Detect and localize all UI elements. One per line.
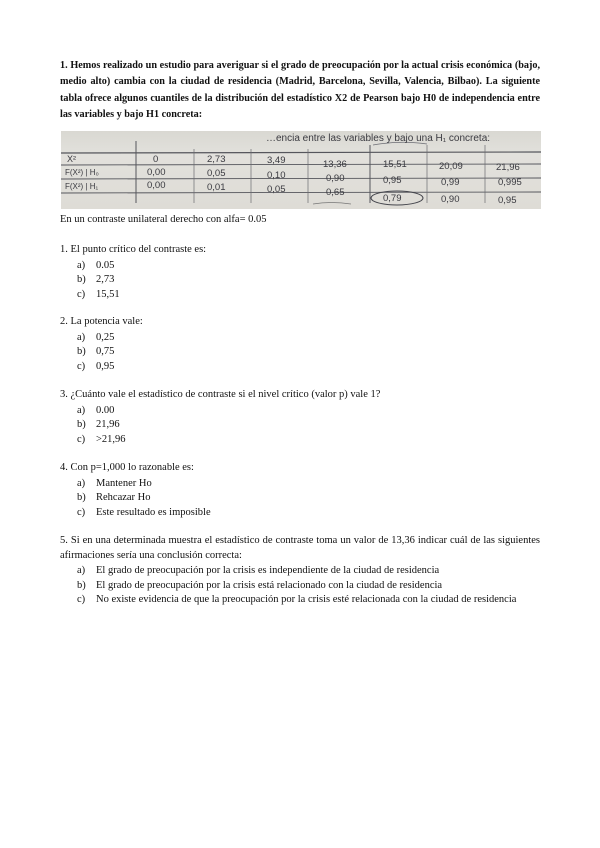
h0-value: 0,05 [207, 168, 226, 179]
option-list [60, 404, 380, 448]
option-text: 0.00 [96, 404, 115, 416]
option-text: El grado de preocupación por la crisis está relacionado con la ciudad de residencia [96, 579, 443, 591]
x-value: 20,09 [439, 161, 463, 172]
h0-value: 0,95 [383, 175, 402, 186]
x-value: 13,36 [323, 159, 347, 170]
option-c[interactable] [60, 360, 143, 375]
row-label-h0: F(X²) | H₀ [65, 168, 99, 177]
question-stem: 2. La potencia vale: [60, 316, 143, 327]
option-c[interactable] [60, 506, 211, 521]
row-label-x: X² [67, 154, 76, 164]
x-value: 15,51 [383, 159, 407, 170]
option-text: Este resultado es imposible [96, 506, 211, 518]
x-value: 3,49 [267, 155, 286, 166]
option-text: 0,75 [96, 346, 115, 358]
h0-value: 0,00 [147, 167, 166, 178]
option-letter: a) [77, 331, 86, 343]
option-letter: b) [77, 346, 86, 358]
h0-value: 0,10 [267, 170, 286, 181]
option-text: 15,51 [96, 288, 120, 300]
h1-value: 0,95 [498, 195, 517, 206]
question-stem: 5. Si en una determinada muestra el estadístico de contraste toma un valor de 13,36 indicar cuál de las siguientes afirmaciones sería una conclusión correcta: [60, 535, 540, 561]
h0-value: 0,99 [441, 177, 460, 188]
option-b[interactable] [60, 418, 380, 433]
option-a[interactable] [60, 477, 211, 492]
h0-value: 0,90 [326, 173, 345, 184]
h1-value: 0,01 [207, 182, 226, 193]
contrast-description: En un contraste unilateral derecho con alfa= 0.05 [60, 214, 267, 225]
option-a[interactable] [60, 331, 143, 346]
option-letter: b) [77, 492, 86, 504]
row-label-h1: F(X²) | H₁ [65, 182, 99, 191]
option-letter: c) [77, 594, 86, 606]
option-letter: c) [77, 433, 86, 445]
problem-number: 1. [60, 60, 68, 71]
option-letter: c) [77, 288, 86, 300]
option-letter: c) [77, 506, 86, 518]
table-photo-svg [61, 131, 541, 209]
question-stem: 4. Con p=1,000 lo razonable es: [60, 462, 194, 473]
option-a[interactable] [60, 564, 540, 579]
option-list [60, 331, 143, 375]
question-5 [60, 534, 540, 608]
problem-statement [60, 58, 540, 123]
option-text: Rehcazar Ho [96, 492, 151, 504]
question-2 [60, 315, 143, 374]
table-photo [61, 131, 541, 209]
option-text: 0.05 [96, 259, 115, 271]
option-b[interactable] [60, 579, 540, 594]
h1-value: 0,00 [147, 180, 166, 191]
option-letter: b) [77, 274, 86, 286]
option-text: 0,25 [96, 331, 115, 343]
option-letter: b) [77, 579, 86, 591]
x-value: 2,73 [207, 154, 226, 165]
option-list [60, 477, 211, 521]
option-text: Mantener Ho [96, 477, 152, 489]
option-text: >21,96 [96, 433, 126, 445]
option-text: 2,73 [96, 274, 115, 286]
option-text: El grado de preocupación por la crisis es independiente de la ciudad de residencia [96, 565, 440, 577]
question-4 [60, 461, 211, 520]
option-a[interactable] [60, 404, 380, 419]
h0-value: 0,995 [498, 177, 522, 188]
option-letter: a) [77, 477, 86, 489]
option-a[interactable] [60, 259, 206, 274]
option-b[interactable] [60, 345, 143, 360]
h1-value: 0,79 [383, 193, 402, 204]
h1-value: 0,90 [441, 194, 460, 205]
option-letter: a) [77, 259, 86, 271]
option-list [60, 564, 540, 608]
option-letter: a) [77, 404, 86, 416]
x-value: 21,96 [496, 162, 520, 173]
option-c[interactable] [60, 593, 540, 608]
option-text: 21,96 [96, 419, 120, 431]
option-b[interactable] [60, 491, 211, 506]
option-list [60, 259, 206, 303]
question-3 [60, 388, 380, 447]
option-text: 0,95 [96, 360, 115, 372]
option-b[interactable] [60, 273, 206, 288]
option-letter: c) [77, 360, 86, 372]
question-1 [60, 243, 206, 302]
option-letter: a) [77, 565, 86, 577]
option-text: No existe evidencia de que la preocupación por la crisis esté relacionada con la ciudad de residencia [96, 594, 517, 606]
x-value: 0 [153, 154, 159, 165]
h1-value: 0,65 [326, 187, 345, 198]
question-stem: 3. ¿Cuánto vale el estadístico de contraste si el nivel crítico (valor p) vale 1? [60, 389, 381, 400]
option-c[interactable] [60, 288, 206, 303]
photo-caption: …encia entre las variables y bajo una H₁ concreta: [266, 133, 491, 144]
h1-value: 0,05 [267, 184, 286, 195]
problem-text: Hemos realizado un estudio para averiguar si el grado de preocupación por la actual crisis económica (bajo, medio alto) cambia con la ciudad de residencia (Madrid, Barcelona, Sevilla, Valencia, Bilbao). La siguiente tabla ofrece algunos cuantiles de la distribución del estadístico X2 de Pearson bajo H0 de independencia entre las variables y bajo H1 concreta: [60, 60, 541, 120]
option-letter: b) [77, 419, 86, 431]
option-c[interactable] [60, 433, 380, 448]
question-stem: 1. El punto crítico del contraste es: [60, 244, 207, 255]
